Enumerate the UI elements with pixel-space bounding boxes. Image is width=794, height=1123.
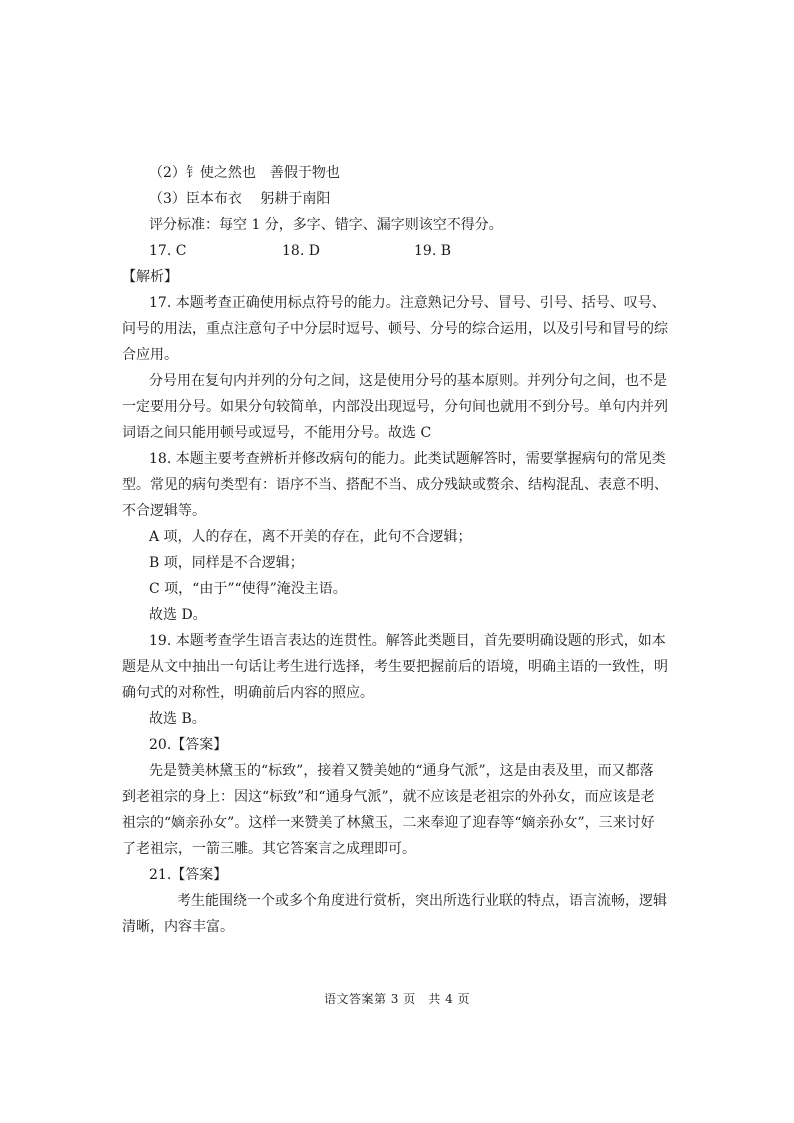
q18-conclusion: 故选 D。	[149, 607, 207, 623]
q18-item-a: A 项，人的存在，离不开美的存在，此句不合逻辑；	[149, 529, 472, 545]
q20-line-1: 先是赞美林黛玉的“标致”，接着又赞美她的“通身气派”，这是由表及里，而又都落	[149, 763, 654, 779]
q17-line-1: 17. 本题考查正确使用标点符号的能力。注意熟记分号、冒号、引号、括号、叹号、	[149, 295, 666, 311]
analysis-heading: 【解析】	[122, 269, 178, 285]
q19-line-1: 19. 本题考查学生语言表达的连贯性。解答此类题目，首先要明确设题的形式，如本	[149, 633, 666, 649]
q17-line-2: 问号的用法，重点注意句子中分层时逗号、顿号、分号的综合运用，以及引号和冒号的综	[122, 321, 668, 337]
answer-line-2: （2）钅使之然也 善假于物也	[149, 165, 340, 181]
q20-heading: 20.【答案】	[149, 737, 228, 753]
answer-18: 18. D	[282, 243, 320, 259]
document-body	[122, 160, 674, 940]
page-footer: 语文答案第 3 页 共 4 页	[323, 992, 471, 1006]
q20-line-3: 祖宗的“嫡亲孙女”。这样一来赞美了林黛玉，二来奉迎了迎春等“嫡亲孙女”，三来讨好	[122, 815, 655, 831]
q21-line-1: 考生能围绕一个或多个角度进行赏析，突出所选行业联的特点，语言流畅，逻辑	[149, 893, 667, 909]
q20-line-4: 了老祖宗，一箭三雕。其它答案言之成理即可。	[122, 841, 416, 857]
q21-line-2: 清晰，内容丰富。	[122, 919, 234, 935]
q18-line-3: 不合逻辑等。	[122, 503, 206, 519]
scoring-standard: 评分标准：每空 1 分，多字、错字、漏字则该空不得分。	[149, 217, 503, 233]
q18-line-2: 型。常见的病句类型有：语序不当、搭配不当、成分残缺或赘余、结构混乱、表意不明、	[122, 477, 668, 493]
q17b-line-1: 分号用在复句内并列的分句之间，这是使用分号的基本原则。并列分句之间，也不是	[149, 373, 667, 389]
q19-line-2: 题是从文中抽出一句话让考生进行选择，考生要把握前后的语境，明确主语的一致性，明	[122, 659, 668, 675]
q20-line-2: 到老祖宗的身上：因这“标致”和“通身气派”，就不应该是老祖宗的外孙女，而应该是老	[122, 789, 655, 805]
answer-line-3: （3）臣本布衣 躬耕于南阳	[149, 191, 331, 207]
q18-item-b: B 项，同样是不合逻辑；	[149, 555, 304, 571]
answer-17: 17. C	[149, 243, 187, 259]
q17-line-3: 合应用。	[122, 347, 178, 363]
q17b-line-2: 一定要用分号。如果分句较简单，内部没出现逗号，分句间也就用不到分号。单句内并列	[122, 399, 668, 415]
choice-answers-row	[122, 238, 674, 264]
q18-line-1: 18. 本题主要考查辨析并修改病句的能力。此类试题解答时，需要掌握病句的常见类	[149, 451, 666, 467]
q19-conclusion: 故选 B。	[149, 711, 206, 727]
q19-line-3: 确句式的对称性，明确前后内容的照应。	[122, 685, 374, 701]
q21-heading: 21.【答案】	[149, 867, 228, 883]
q18-item-c: C 项，“由于”“使得”淹没主语。	[149, 581, 347, 597]
q17b-line-3: 词语之间只能用顿号或逗号，不能用分号。故选 C	[122, 425, 432, 441]
answer-19: 19. B	[414, 243, 452, 259]
